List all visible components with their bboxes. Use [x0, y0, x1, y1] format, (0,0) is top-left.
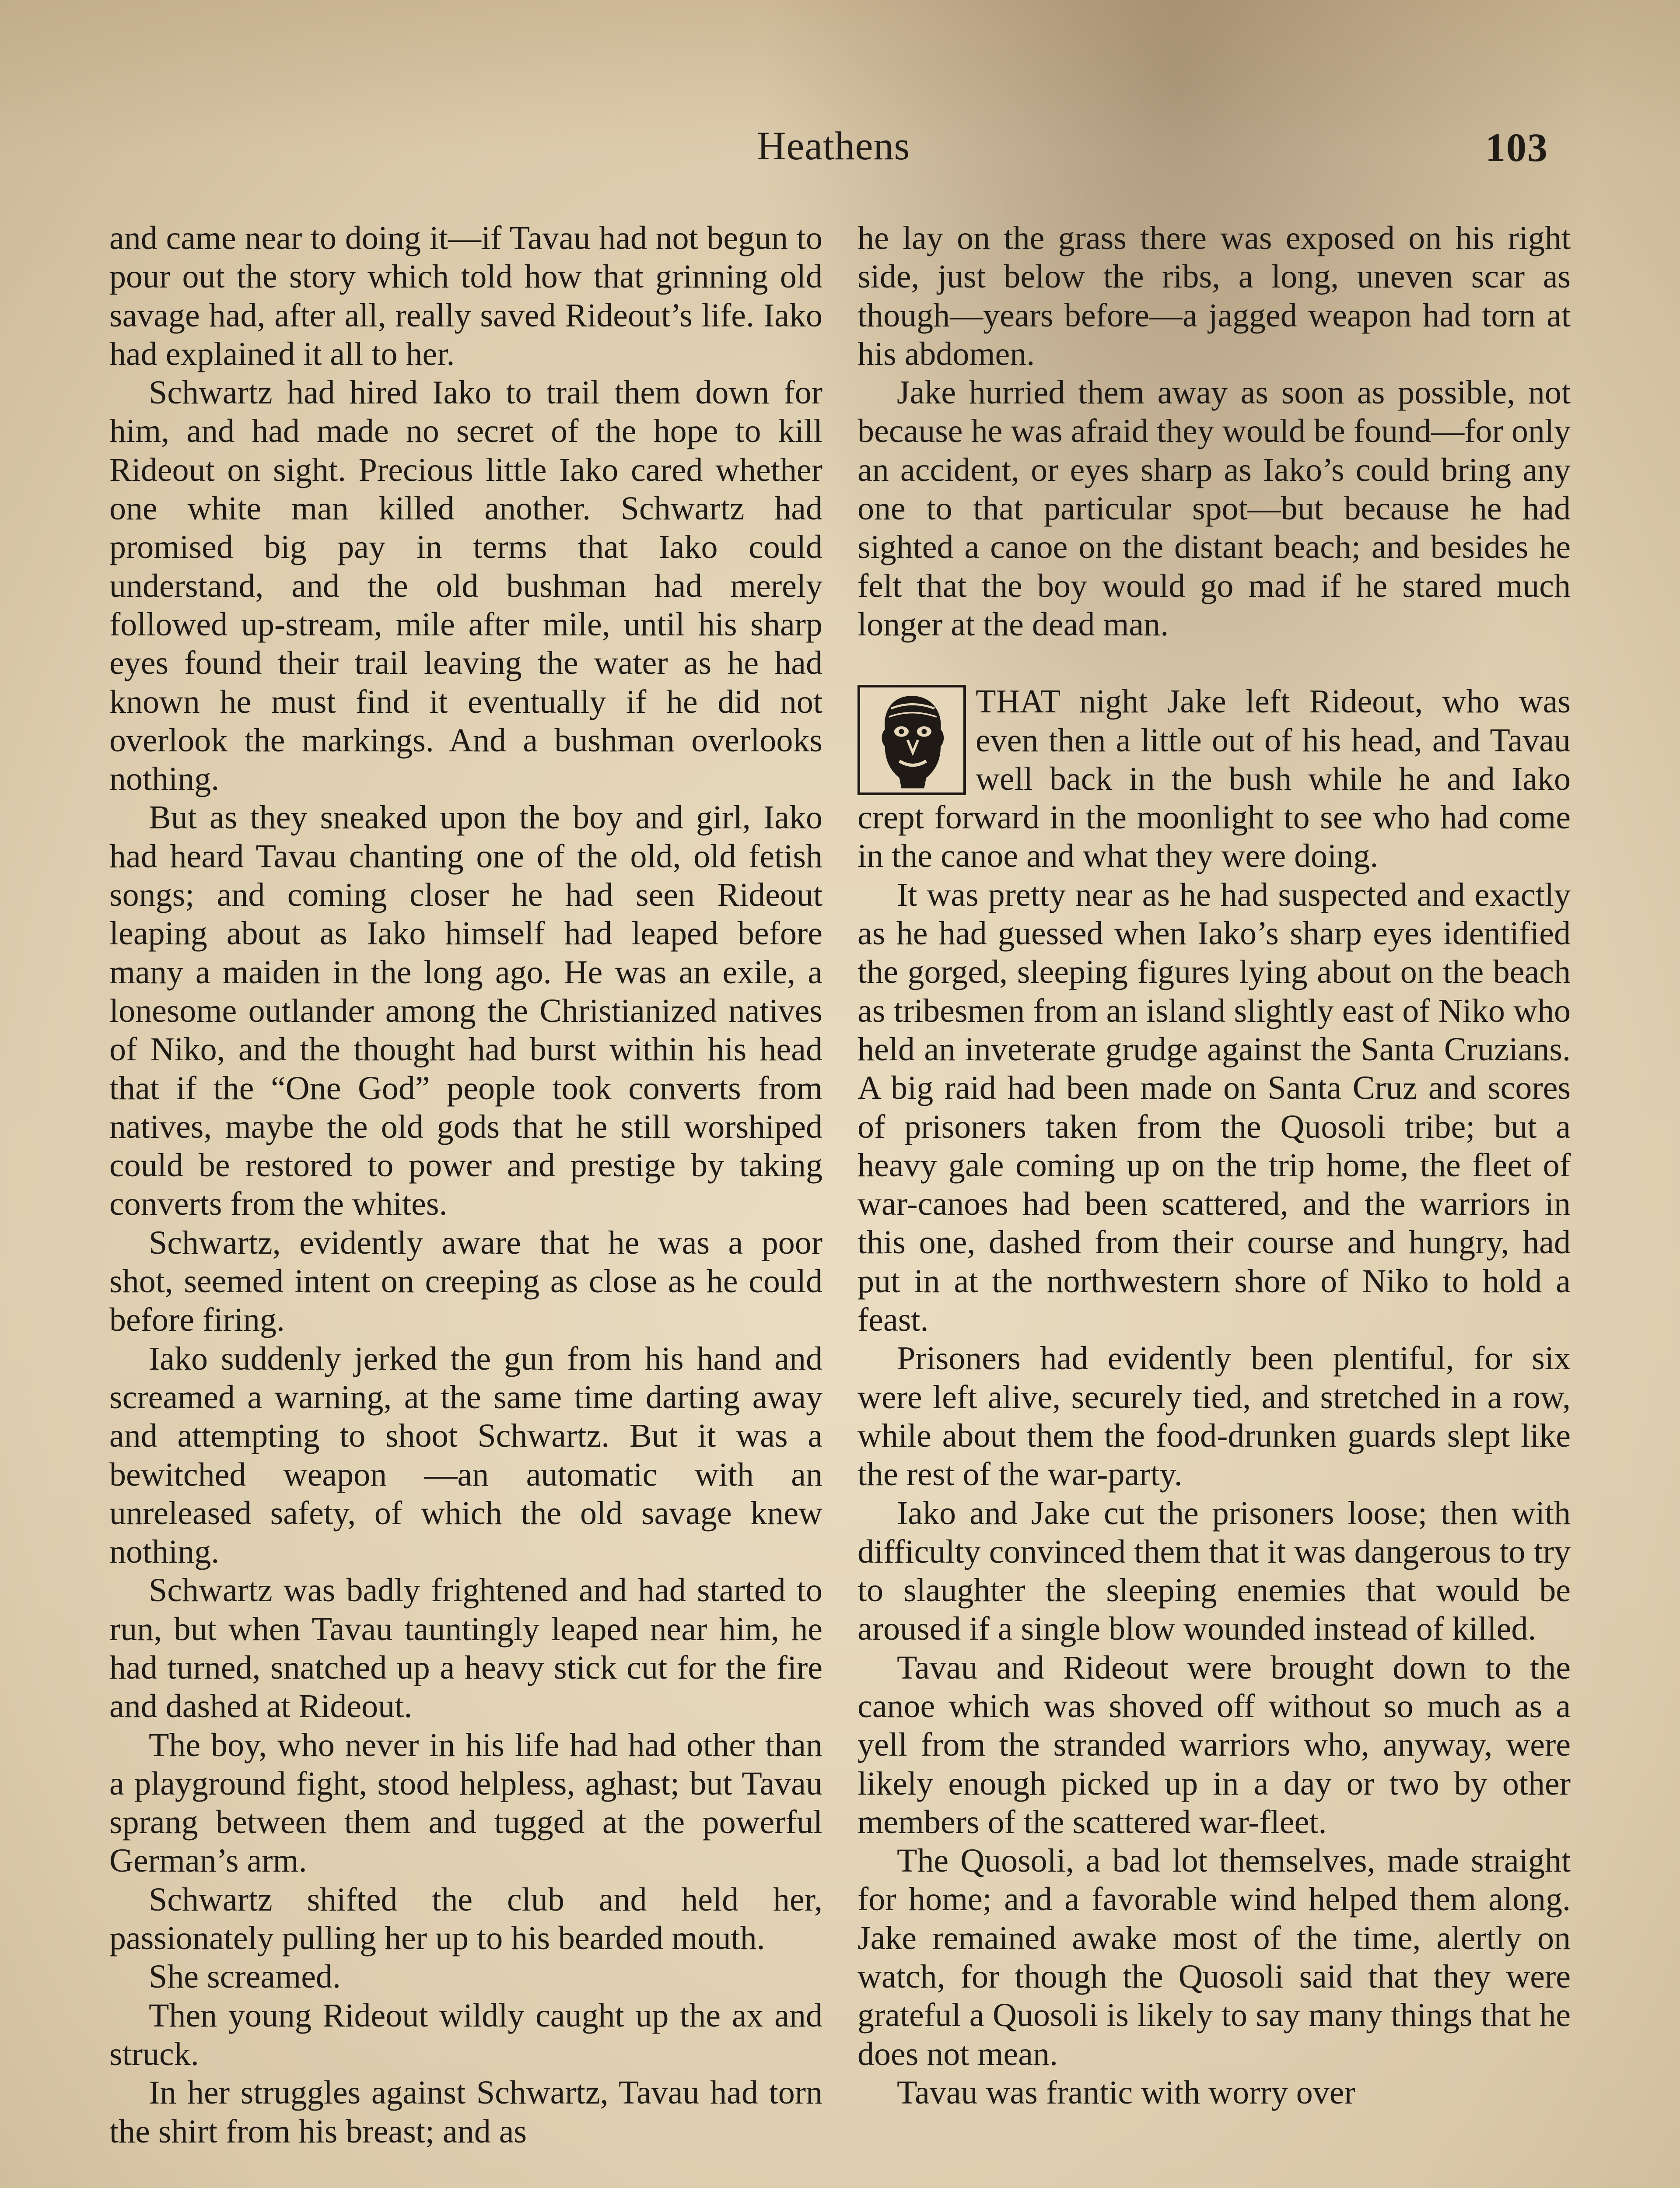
paragraph: The boy, who never in his life had had other than a playground fight, stood helpless, aghast; but Tavau sprang between them and tugged at the powerful German’s arm.	[109, 1726, 822, 1879]
paragraph: The Quosoli, a bad lot themselves, made straight for home; and a favorable wind helped them along. Jake remained awake most of the time, alertly on watch, for though the Quosoli said that they were grateful a Quosoli is likely to say many things that he does not mean.	[858, 1842, 1571, 2072]
running-head	[0, 123, 1680, 175]
paragraph: She screamed.	[149, 1958, 341, 1995]
right-column	[858, 219, 1571, 2112]
paragraph: Then young Rideout wildly caught up the ax and struck.	[109, 1997, 822, 2072]
running-title: Heathens	[757, 123, 910, 168]
paragraph: Tavau and Rideout were brought down to the canoe which was shoved off without so much as a yell from the stranded warriors who, anyway, were likely enough picked up in a day or two by other members of the scattered war-fleet.	[858, 1649, 1571, 1841]
drop-cap-text: THAT night Jake left Rideout, who was even then a little out of his head, and Tavau well back in the bush while he and Iako crept forward in the moonlight to see who had come in the canoe and what they were doing.	[858, 683, 1571, 875]
paragraph: Tavau was frantic with worry over	[897, 2074, 1355, 2111]
paragraph: Schwartz was badly frightened and had started to run, but when Tavau tauntingly leaped near him, he had turned, snatched up a heavy stick cut for the fire and dashed at Rideout.	[109, 1572, 822, 1725]
paragraph: Jake hurried them away as soon as possible, not because he was afraid they would be found—for only an accident, or eyes sharp as Iako’s could bring any one to that particular spot—but because he had sighted a canoe on the distant beach; and besides he felt that the boy would go mad if he stared much longer at the dead man.	[858, 374, 1571, 643]
paragraph: But as they sneaked upon the boy and girl, Iako had heard Tavau chanting one of the old, old fetish songs; and coming closer he had seen Rideout leaping about as Iako himself had leaped before many a maiden in the long ago. He was an exile, a lonesome outlander among the Christianized natives of Niko, and the thought had burst within his head that if the “One God” people took converts from natives, maybe the old gods that he still worshiped could be restored to power and prestige by taking converts from the whites.	[109, 799, 822, 1223]
paragraph: Prisoners had evidently been plentiful, for six were left alive, securely tied, and stretched in a row, while about them the food-drunken guards slept like the rest of the war-party.	[858, 1340, 1571, 1493]
left-column	[109, 219, 822, 2151]
paragraph: It was pretty near as he had suspected and exactly as he had guessed when Iako’s sharp eyes identified the gorged, sleeping figures lying about on the beach as tribesmen from an island slightly east of Niko who held an inveterate grudge against the Santa Cruzians. A big raid had been made on Santa Cruz and scores of prisoners taken from the Quosoli tribe; but a heavy gale coming up on the trip home, the fleet of war-canoes had been scattered, and the warriors in this one, dashed from their course and hungry, had put in at the northwestern shore of Niko to hold a feast.	[858, 876, 1571, 1339]
paragraph: Schwartz shifted the club and held her, passionately pulling her up to his bearded mouth.	[109, 1881, 822, 1957]
paragraph: In her struggles against Schwartz, Tavau had torn the shirt from his breast; and as	[109, 2074, 822, 2150]
drop-cap-paragraph	[858, 682, 1571, 875]
paragraph: he lay on the grass there was exposed on his right side, just below the ribs, a long, uneven scar as though—years before—a jagged weapon had torn at his abdomen.	[858, 220, 1571, 372]
paragraph: Iako suddenly jerked the gun from his hand and screamed a warning, at the same time darting away and attempting to shoot Schwartz. But it was a bewitched weapon —an automatic with an unreleased safety, of which the old savage knew nothing.	[109, 1340, 822, 1571]
paragraph: and came near to doing it—if Tavau had not begun to pour out the story which told how that grinning old savage had, after all, really saved Rideout’s life. Iako had explained it all to her.	[109, 220, 822, 372]
section-break	[858, 644, 1571, 682]
paragraph: Iako and Jake cut the prisoners loose; then with difficulty convinced them that it was dangerous to try to slaughter the sleeping enemies that would be aroused if a single blow wounded instead of killed.	[858, 1494, 1571, 1648]
paragraph: Schwartz, evidently aware that he was a poor shot, seemed intent on creeping as close as he could before firing.	[109, 1224, 822, 1339]
tiki-mask-icon	[858, 685, 966, 795]
paragraph: Schwartz had hired Iako to trail them down for him, and had made no secret of the hope to kill Rideout on sight. Precious little Iako cared whether one white man killed another. Schwartz had promised big pay in terms that Iako could understand, and the old bushman had merely followed up-stream, mile after mile, until his sharp eyes found their trail leaving the water as he had known he must find it eventually if he did not overlook the markings. And a bushman overlooks nothing.	[109, 374, 822, 798]
page-number: 103	[1485, 125, 1548, 170]
